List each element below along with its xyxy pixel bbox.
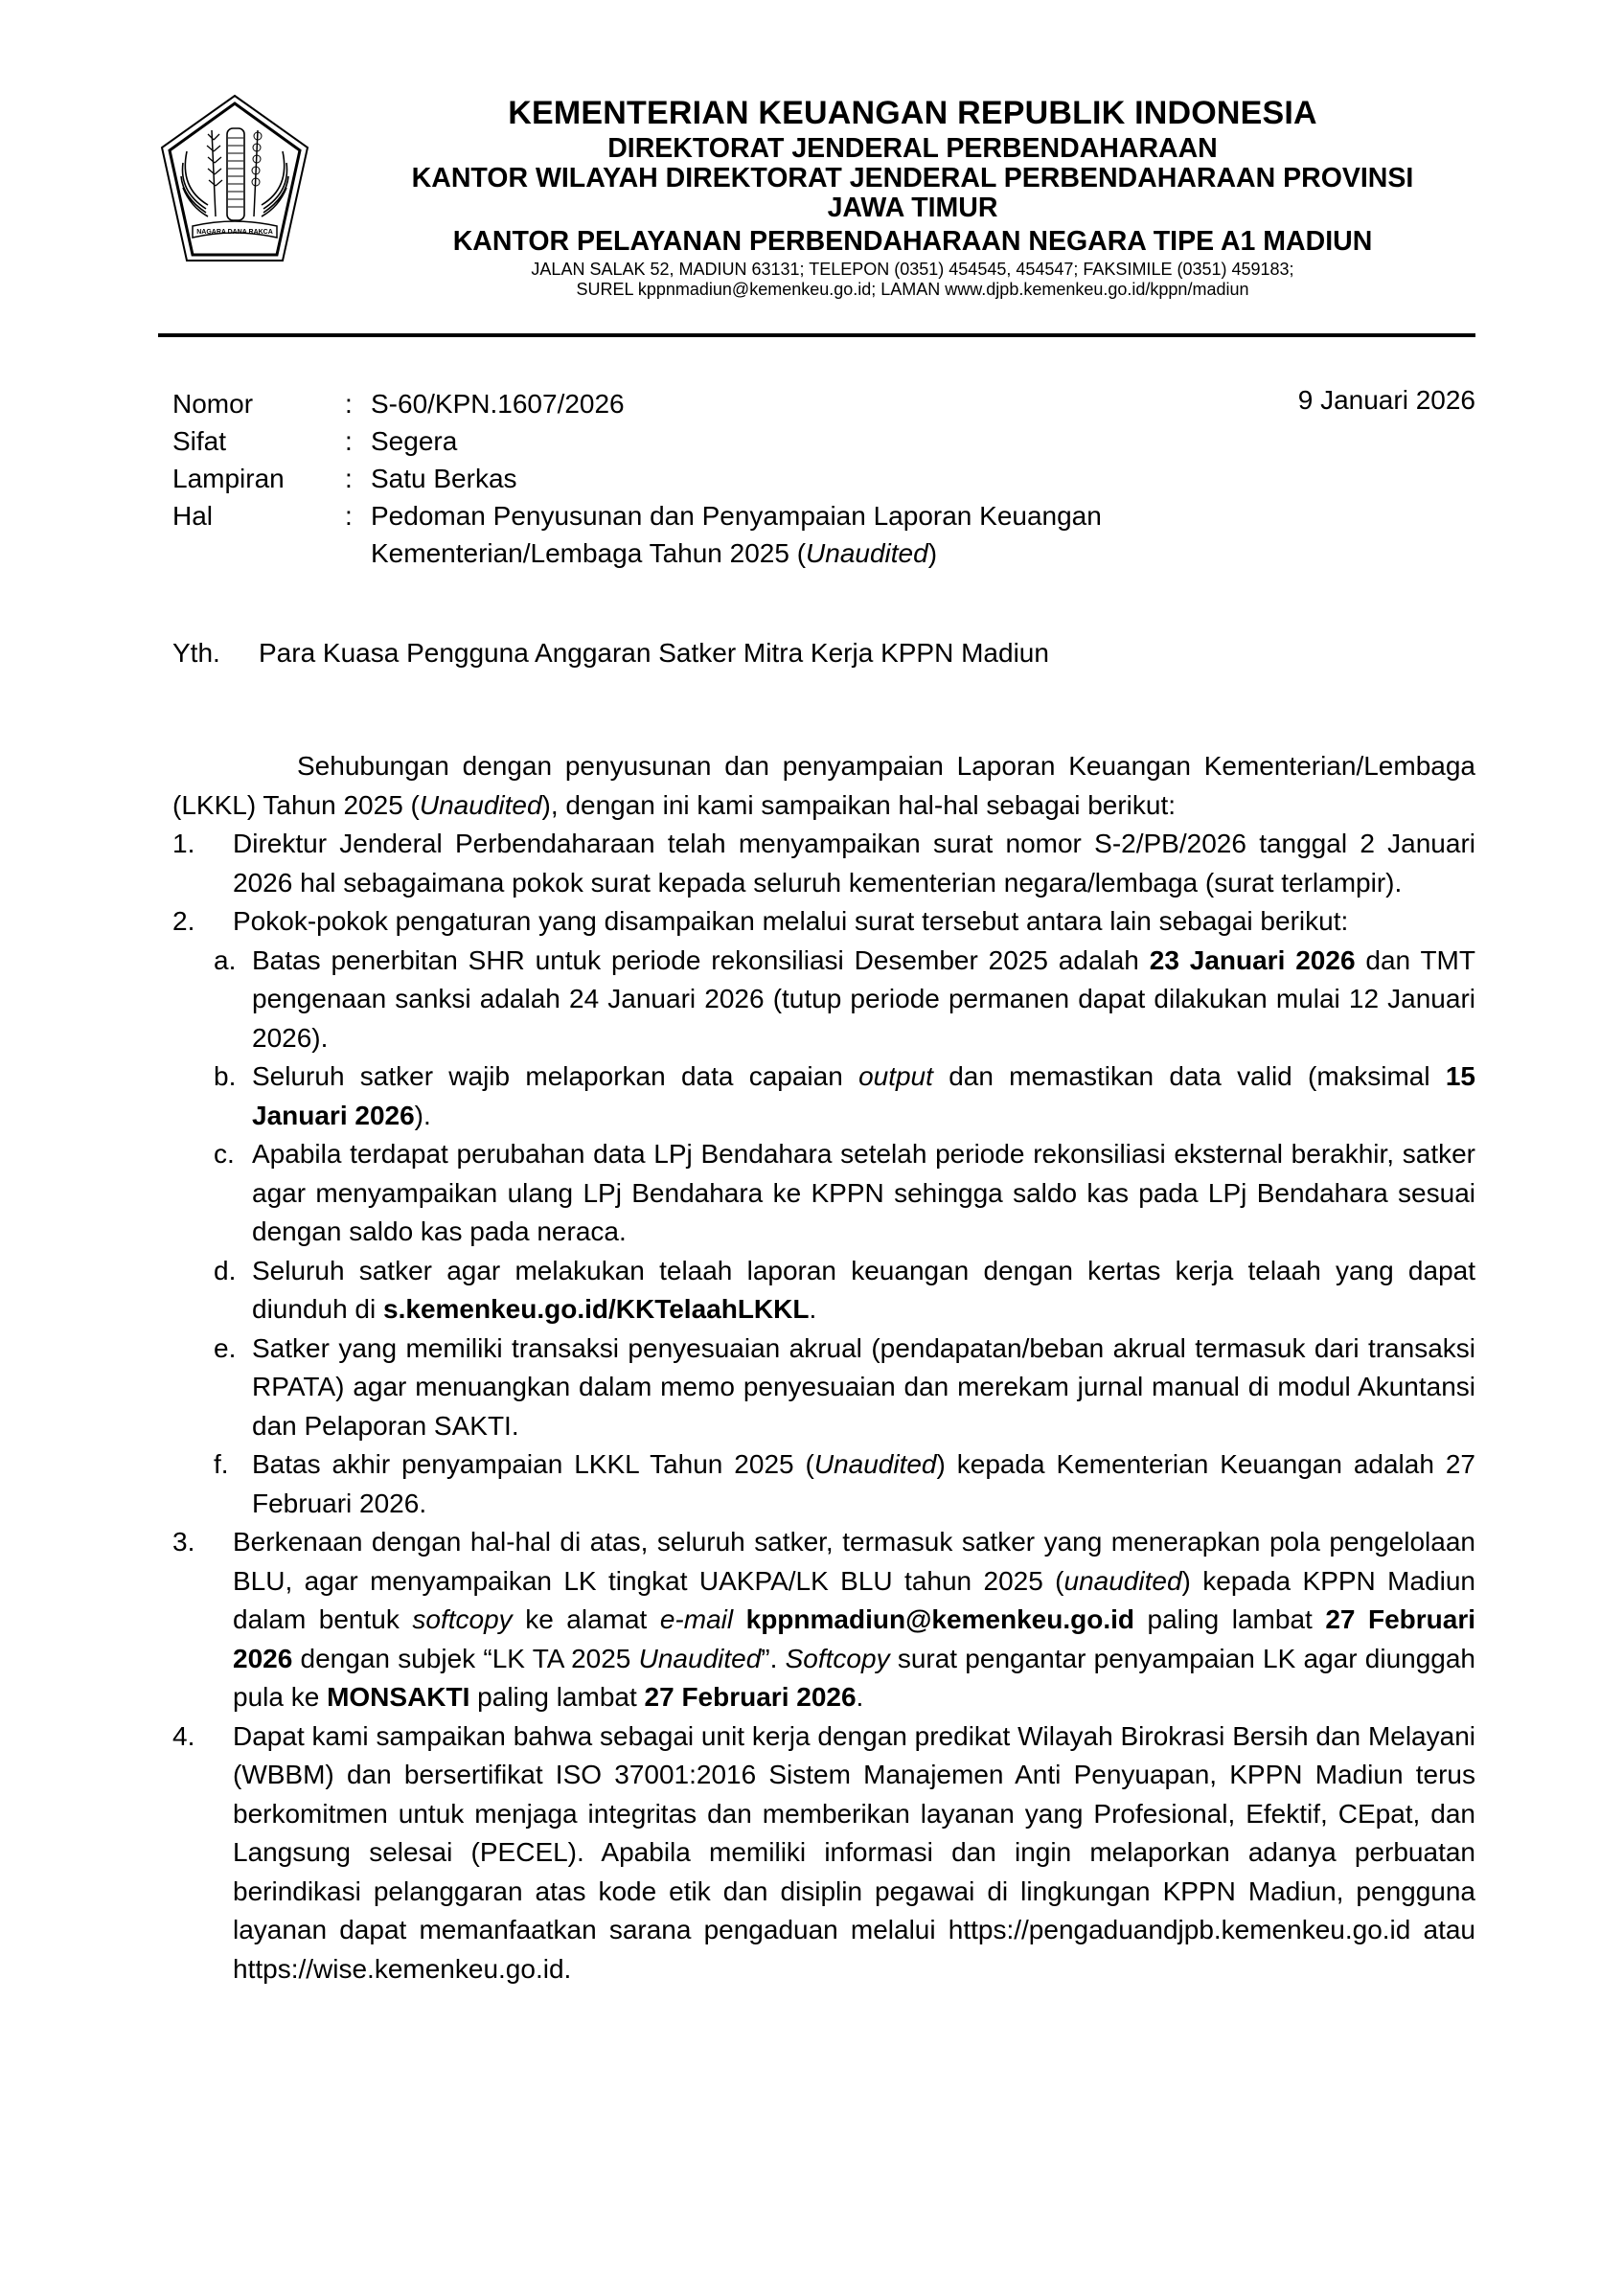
text: ), dengan ini kami sampaikan hal-hal sebagai berikut: bbox=[541, 789, 1177, 820]
sub-letter: d. bbox=[214, 1255, 237, 1285]
text-italic: Unaudited bbox=[813, 1449, 937, 1479]
text-italic: Unaudited bbox=[419, 789, 542, 820]
text: Apabila terdapat perubahan data LPj Bendahara setelah periode rekonsiliasi eksternal berakhir, satker agar menyampaikan ulang LPj Bendahara ke KPPN sehingga saldo kas pada LPj Bendahara sesuai dengan saldo kas pada neraca. bbox=[252, 1139, 1475, 1246]
text-italic: Softcopy bbox=[785, 1643, 890, 1673]
text: dan TMT pengenaan sanksi adalah 24 Januari 2026 (tutup periode permanen dapat dilakukan mulai 12 Januari 2026). bbox=[252, 944, 1475, 1053]
text-italic: Unaudited bbox=[638, 1643, 762, 1673]
meta-value: Segera bbox=[371, 426, 458, 456]
sub-item-c bbox=[214, 1135, 1475, 1252]
list-item-2 bbox=[172, 902, 1475, 1523]
text: surat pengantar penyampaian LK agar diunggah pula ke bbox=[233, 1643, 1476, 1712]
list-text: Dapat kami sampaikan bahwa sebagai unit kerja dengan predikat Wilayah Birokrasi Bersih dan Melayani (WBBM) dan bersertifikat ISO 37001:2016 Sistem Manajemen Anti Penyuapan, KPPN Madiun terus berkomitmen untuk menjaga integritas dan memberikan layanan yang Profesional, Efektif, CEpat, dan Langsung selesai (PECEL). Apabila memiliki informasi dan ingin melaporkan adanya perbuatan berindikasi pelanggaran atas kode etik dan disiplin pegawai di lingkungan KPPN Madiun, pengguna layanan dapat memanfaatkan sarana pengaduan melalui https://pengaduandjpb.kemenkeu.go.id atau https://wise.kemenkeu.go.id. bbox=[233, 1720, 1475, 1984]
list-text: Direktur Jenderal Perbendaharaan telah menyampaikan surat nomor S-2/PB/2026 tanggal 2 Januari 2026 hal sebagaimana pokok surat kepada seluruh kementerian negara/lembaga (surat terlampir). bbox=[233, 829, 1475, 898]
addressee-label: Yth. bbox=[172, 638, 220, 668]
regional-office-name: KANTOR WILAYAH DIREKTORAT JENDERAL PERBENDAHARAAN PROVINSI bbox=[411, 163, 1414, 193]
meta-label: Nomor bbox=[172, 389, 254, 419]
letter-date: 9 Januari 2026 bbox=[1297, 385, 1475, 415]
text: dan memastikan data valid (maksimal bbox=[932, 1061, 1446, 1091]
meta-label: Lampiran bbox=[172, 464, 285, 493]
text: paling lambat bbox=[1133, 1604, 1326, 1634]
kemenkeu-emblem-icon bbox=[158, 92, 311, 264]
text: . bbox=[809, 1294, 817, 1324]
text-italic: softcopy bbox=[412, 1604, 513, 1634]
text-bold: 23 Januari 2026 bbox=[1149, 944, 1356, 975]
text: dengan subjek “LK TA 2025 bbox=[292, 1643, 639, 1673]
text: ). bbox=[414, 1100, 431, 1130]
text: ) kepada KPPN Madiun dalam bentuk bbox=[233, 1565, 1475, 1634]
kk-telaah-link[interactable]: s.kemenkeu.go.id/KKTelaahLKKL bbox=[383, 1294, 810, 1324]
text: Satker yang memiliki transaksi penyesuaian akrual (pendapatan/beban akrual termasuk dari transaksi RPATA) agar menuangkan dalam memo penyesuaian dan merekam jurnal manual di modul Akuntansi dan Pelaporan SAKTI. bbox=[252, 1332, 1475, 1441]
sub-item-f bbox=[214, 1445, 1475, 1523]
letterhead-text bbox=[350, 92, 1475, 300]
text: paling lambat bbox=[469, 1682, 645, 1712]
text: ”. bbox=[761, 1643, 786, 1673]
text-bold: 27 Februari 2026 bbox=[644, 1682, 857, 1712]
text-italic: output bbox=[858, 1061, 933, 1091]
text: Kementerian/Lembaga Tahun 2025 ( bbox=[371, 538, 807, 568]
letterhead bbox=[158, 92, 1475, 339]
text: Berkenaan dengan hal-hal di atas, seluruh satker, termasuk satker yang menerapkan pola pengelolaan BLU, agar menyampaikan LK tingkat UAKPA/LK BLU tahun 2025 ( bbox=[233, 1527, 1475, 1596]
intro-paragraph bbox=[172, 747, 1475, 825]
ministry-name: KEMENTERIAN KEUANGAN REPUBLIK INDONESIA bbox=[508, 95, 1317, 131]
list-text: Pokok-pokok pengaturan yang disampaikan melalui surat tersebut antara lain sebagai berikut: bbox=[233, 906, 1349, 936]
svg-text:NAGARA DANA RAKCA: NAGARA DANA RAKCA bbox=[196, 229, 273, 236]
meta-value: Satu Berkas bbox=[371, 464, 517, 493]
meta-row-lampiran bbox=[172, 460, 1475, 497]
province-name: JAWA TIMUR bbox=[827, 193, 998, 223]
text bbox=[733, 1604, 746, 1634]
meta-row-nomor bbox=[172, 385, 1475, 422]
sub-letter: a. bbox=[214, 944, 237, 975]
text: Batas penerbitan SHR untuk periode rekonsiliasi Desember 2025 adalah bbox=[252, 944, 1150, 975]
sub-item-b bbox=[214, 1057, 1475, 1135]
meta-label: Sifat bbox=[172, 426, 227, 456]
sub-item-a bbox=[214, 942, 1475, 1058]
letterhead-divider bbox=[158, 333, 1475, 337]
text: ke alamat bbox=[512, 1604, 660, 1634]
list-item-1 bbox=[172, 825, 1475, 902]
sub-letter: e. bbox=[214, 1332, 237, 1363]
text-italic: Unaudited bbox=[806, 538, 928, 568]
text: ) bbox=[927, 538, 938, 568]
meta-value-line2 bbox=[371, 534, 1233, 572]
text-italic: e-mail bbox=[659, 1604, 734, 1634]
text: Sehubungan dengan penyusunan dan penyampaian Laporan Keuangan Kementerian/Lembaga (LKKL) Tahun 2025 ( bbox=[172, 751, 1475, 820]
addressee bbox=[172, 634, 1049, 672]
text: Seluruh satker agar melakukan telaah laporan keuangan dengan kertas kerja telaah yang dapat diunduh di bbox=[252, 1255, 1475, 1324]
list-item-4 bbox=[172, 1717, 1475, 1989]
meta-colon: : bbox=[345, 426, 353, 456]
text-bold: MONSAKTI bbox=[327, 1682, 470, 1712]
meta-colon: : bbox=[345, 501, 353, 531]
meta-label: Hal bbox=[172, 501, 214, 531]
numbered-list bbox=[172, 825, 1475, 1989]
list-item-3 bbox=[172, 1523, 1475, 1717]
meta-value: Pedoman Penyusunan dan Penyampaian Laporan Keuangan bbox=[371, 501, 1102, 531]
sub-item-d bbox=[214, 1252, 1475, 1330]
office-contact: SUREL kppnmadiun@kemenkeu.go.id; LAMAN www.djpb.kemenkeu.go.id/kppn/madiun bbox=[576, 280, 1249, 299]
sub-letter: b. bbox=[214, 1061, 237, 1091]
office-name: KANTOR PELAYANAN PERBENDAHARAAN NEGARA TIPE A1 MADIUN bbox=[452, 226, 1373, 257]
email-link[interactable]: kppnmadiun@kemenkeu.go.id bbox=[745, 1604, 1134, 1634]
letter-body bbox=[172, 747, 1475, 1989]
directorate-name: DIREKTORAT JENDERAL PERBENDAHARAAN bbox=[607, 133, 1218, 164]
sub-letter: f. bbox=[214, 1449, 229, 1479]
list-number: 4. bbox=[172, 1720, 195, 1751]
text-bold: 27 Februari 2026 bbox=[233, 1604, 1476, 1673]
text-bold: 15 Januari 2026 bbox=[252, 1061, 1475, 1130]
meta-colon: : bbox=[345, 464, 353, 493]
text: Seluruh satker wajib melaporkan data capaian bbox=[252, 1061, 859, 1091]
text-italic: unaudited bbox=[1063, 1565, 1182, 1596]
meta-row-sifat bbox=[172, 422, 1475, 460]
meta-value: S-60/KPN.1607/2026 bbox=[371, 389, 625, 419]
sub-item-e bbox=[214, 1330, 1475, 1446]
list-number: 1. bbox=[172, 829, 195, 858]
sub-letter: c. bbox=[214, 1139, 235, 1169]
text: . bbox=[856, 1682, 864, 1712]
addressee-text: Para Kuasa Pengguna Anggaran Satker Mitra Kerja KPPN Madiun bbox=[259, 638, 1049, 668]
text: ) kepada Kementerian Keuangan adalah 27 Februari 2026. bbox=[252, 1449, 1475, 1518]
text: Batas akhir penyampaian LKKL Tahun 2025 ( bbox=[252, 1449, 814, 1479]
letter-meta bbox=[172, 385, 1475, 572]
list-number: 2. bbox=[172, 906, 195, 936]
meta-colon: : bbox=[345, 389, 353, 419]
office-address: JALAN SALAK 52, MADIUN 63131; TELEPON (0351) 454545, 454547; FAKSIMILE (0351) 459183; bbox=[531, 260, 1294, 279]
meta-row-hal bbox=[172, 497, 1475, 572]
list-number: 3. bbox=[172, 1527, 195, 1557]
